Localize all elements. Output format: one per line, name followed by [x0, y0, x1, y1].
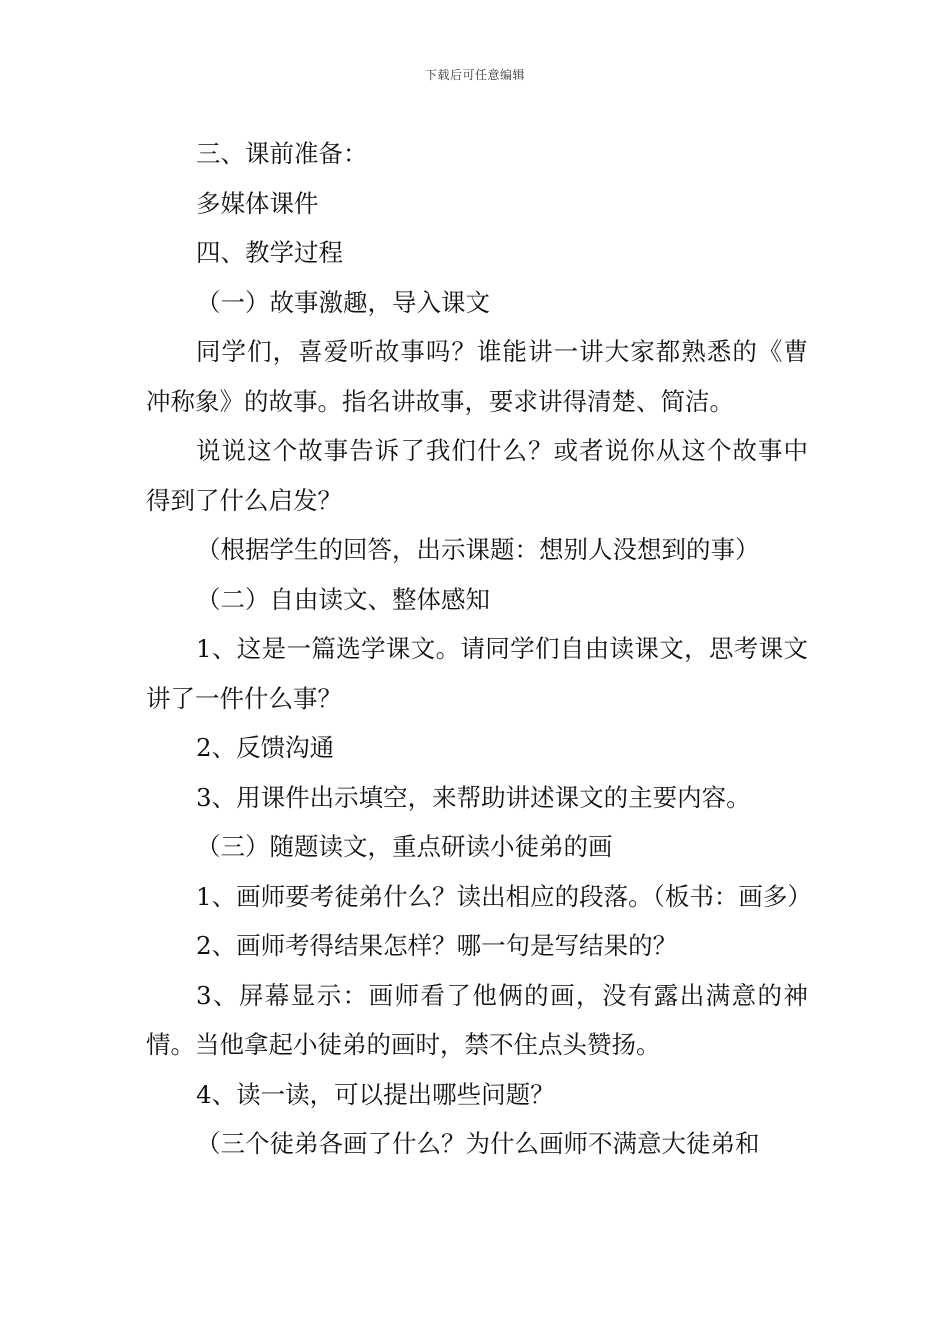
paragraph-story-meaning: 说说这个故事告诉了我们什么？或者说你从这个故事中得到了什么启发？ [146, 436, 808, 515]
paragraph-show-title: （根据学生的回答，出示课题：想别人没想到的事） [196, 535, 760, 564]
paragraph-materials: 多媒体课件 [196, 188, 319, 218]
paragraph-step-1: 1、这是一篇选学课文。请同学们自由读课文，思考课文讲了一件什么事？ [146, 634, 808, 713]
subheading-story-intro: （一）故事激趣，导入课文 [196, 287, 490, 317]
subheading-free-reading: （二）自由读文、整体感知 [196, 584, 490, 614]
paragraph-focus-3: 3、屏幕显示：画师看了他俩的画，没有露出满意的神情。当他拿起小徒弟的画时，禁不住点头赞扬。 [146, 980, 808, 1059]
section-heading-preparation: 三、课前准备： [196, 139, 368, 168]
section-heading-process: 四、教学过程 [196, 238, 343, 267]
subheading-focused-reading: （三）随题读文，重点研读小徒弟的画 [196, 832, 613, 861]
document-body [146, 129, 812, 1169]
paragraph-focus-4: 4、读一读，可以提出哪些问题？ [196, 1079, 555, 1109]
paragraph-story-question: 同学们，喜爱听故事吗？谁能讲一讲大家都熟悉的《曹冲称象》的故事。指名讲故事，要求讲得清楚、简洁。 [146, 337, 808, 416]
paragraph-focus-1: 1、画师要考徒弟什么？读出相应的段落。（板书：画多） [196, 881, 812, 911]
page-header: 下载后可任意编辑 [424, 68, 525, 82]
paragraph-questions: （三个徒弟各画了什么？为什么画师不满意大徒弟和 [196, 1129, 760, 1158]
paragraph-step-3: 3、用课件出示填空，来帮助讲述课文的主要内容。 [196, 782, 751, 812]
paragraph-step-2: 2、反馈沟通 [196, 733, 335, 762]
paragraph-focus-2: 2、画师考得结果怎样？哪一句是写结果的？ [196, 931, 678, 960]
